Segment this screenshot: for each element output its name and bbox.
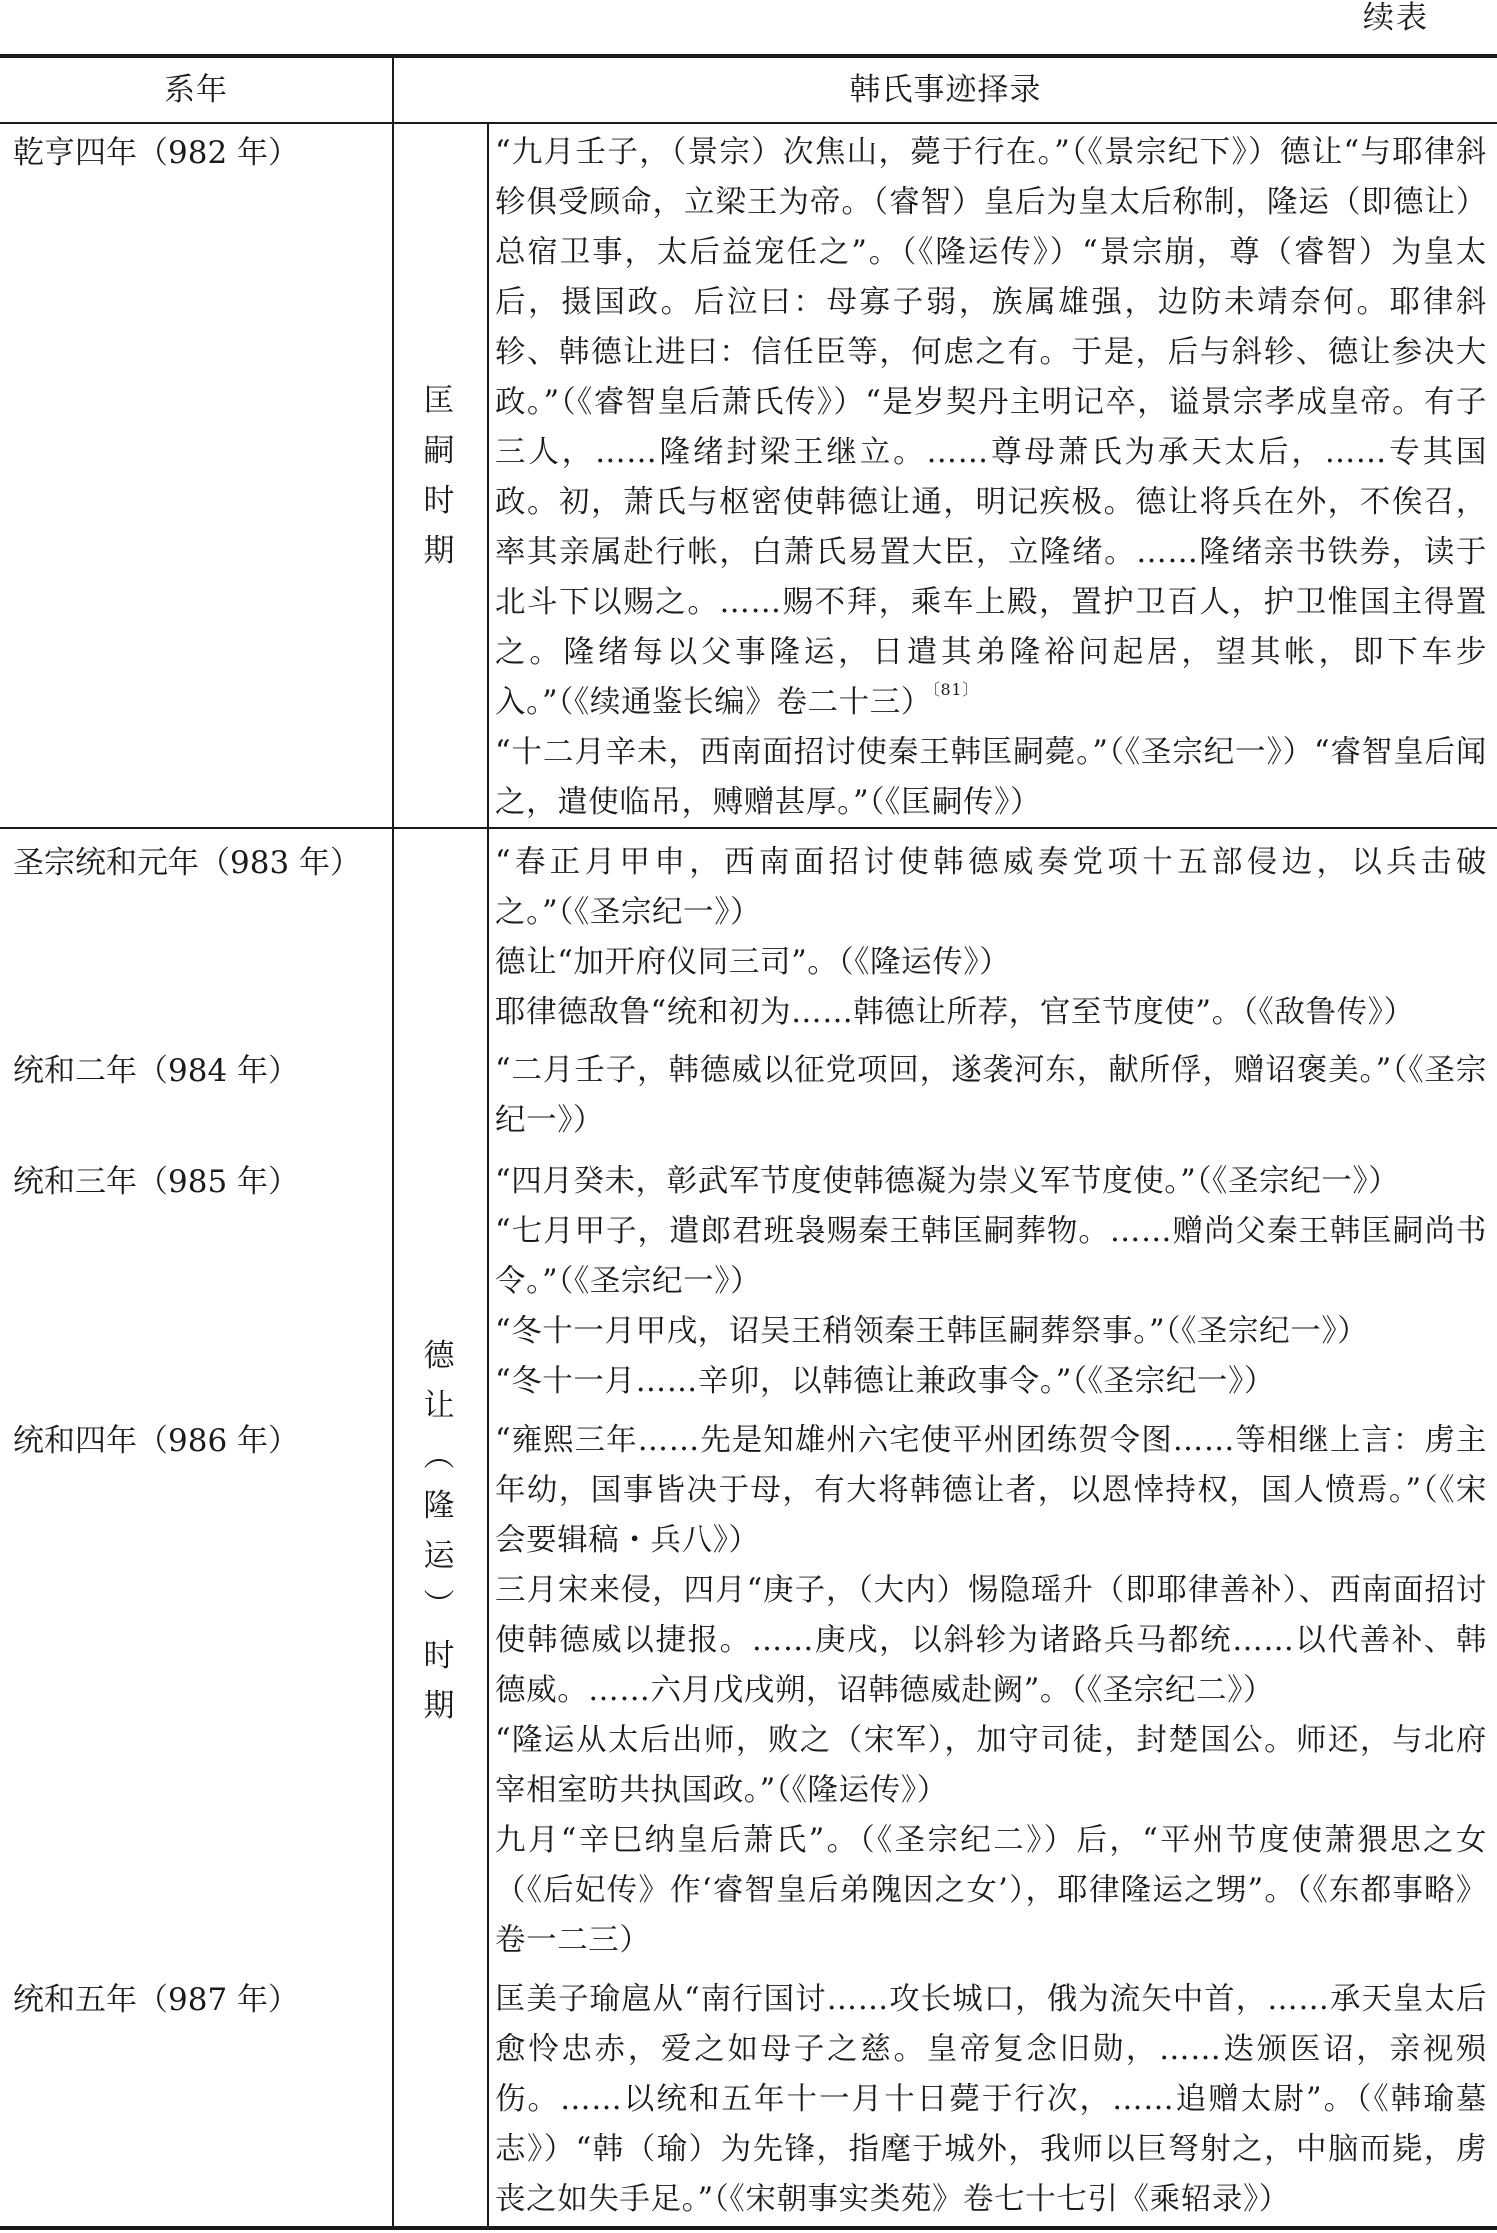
year-982: 乾亨四年（982 年） bbox=[13, 135, 300, 171]
record-986-c: “隆运从太后出师，败之（宋军），加守司徒，封楚国公。师还，与北府宰相室昉共执国政。”（《隆运传》） bbox=[495, 1723, 1487, 1808]
column-divider-year bbox=[392, 56, 394, 2228]
header-rule bbox=[0, 122, 1497, 124]
footnote-ref: 〔81〕 bbox=[931, 680, 979, 699]
record-983-c: 耶律德敌鲁“统和初为……韩德让所荐，官至节度使”。（《敌鲁传》） bbox=[495, 995, 1415, 1030]
year-983: 圣宗统和元年（983 年） bbox=[13, 845, 362, 881]
year-986: 统和四年（986 年） bbox=[13, 1423, 300, 1459]
record-985-a: “四月癸未，彰武军节度使韩德凝为崇义军节度使。”（《圣宗纪一》） bbox=[495, 1164, 1400, 1199]
record-982-a-text: “九月壬子，（景宗）次焦山，薨于行在。”（《景宗纪下》）德让“与耶律斜轸俱受顾命，立梁王为帝。（睿智）皇后为皇太后称制，隆运（即德让）总宿卫事，太后益宠任之”。（《隆运传》）“景宗崩，尊（睿智）为皇太后，摄国政。后泣曰：母寡子弱，族属雄强，边防未靖奈何。耶律斜轸、韩德让进曰：信任臣等，何虑之有。于是，后与斜轸、德让参决大政。”（《睿智皇后萧氏传》）“是岁契丹主明记卒，谥景宗孝成皇帝。有子三人，……隆绪封梁王继立。……尊母萧氏为承天太后，……专其国政。初，萧氏与枢密使韩德让通，明记疾极。德让将兵在外，不俟召，率其亲属赴行帐，白萧氏易置大臣，立隆绪。……隆绪亲书铁券，读于北斗下以赐之。……赐不拜，乘车上殿，置护卫百人，护卫惟国主得置之。隆绪每以父事隆运，日遣其弟隆裕问起居，望其帐，即下车步入。”（《续通鉴长编》卷二十三） bbox=[495, 135, 1487, 720]
record-987-a: 匡美子瑜扈从“南行国讨……攻长城口，俄为流矢中首，……承天皇太后愈怜忠赤，爱之如母子之慈。皇帝复念旧勋，……迭颁医诏，亲视殒伤。……以统和五年十一月十日薨于行次，……追赠太尉”。（《韩瑜墓志》）“韩（瑜）为先锋，指麾于城外，我师以巨弩射之，中脑而毙，虏丧之如失手足。”（《宋朝事实类苑》卷七十七引《乘轺录》） bbox=[495, 1982, 1487, 2217]
period-label-kuangsi: 匡 嗣 时 期 bbox=[423, 383, 455, 569]
continued-label: 续表 bbox=[1363, 0, 1429, 36]
record-983-b: 德让“加开府仪同三司”。（《隆运传》） bbox=[495, 945, 1011, 980]
record-985-c: “冬十一月甲戌，诏吴王稍领秦王韩匡嗣葬祭事。”（《圣宗纪一》） bbox=[495, 1314, 1369, 1349]
record-986-b: 三月宋来侵，四月“庚子，（大内）惕隐瑶升（即耶律善补）、西南面招讨使韩德威以捷报。……庚戌，以斜轸为诸路兵马都统……以代善补、韩德威。……六月戊戌朔，诏韩德威赴阙”。（《圣宗纪二》） bbox=[495, 1573, 1487, 1708]
column-divider-period bbox=[487, 122, 489, 2228]
record-983-a: “春正月甲申，西南面招讨使韩德威奏党项十五部侵边，以兵击破之。”（《圣宗纪一》） bbox=[495, 845, 1487, 930]
period-label-derang: 德 让 ︵ 隆 运 ︶ 时 期 bbox=[423, 1338, 455, 1724]
year-984: 统和二年（984 年） bbox=[13, 1053, 300, 1089]
table-bottom-rule bbox=[0, 2226, 1497, 2230]
record-982-b: “十二月辛未，西南面招讨使秦王韩匡嗣薨。”（《圣宗纪一》）“睿智皇后闻之，遣使临吊，赙赠甚厚。”（《匡嗣传》） bbox=[495, 735, 1487, 820]
record-986-d: 九月“辛巳纳皇后萧氏”。（《圣宗纪二》）后，“平州节度使萧猥思之女（《后妃传》作‘睿智皇后弟隗因之女’），耶律隆运之甥”。（《东都事略》卷一二三） bbox=[495, 1823, 1487, 1958]
year-985: 统和三年（985 年） bbox=[13, 1164, 300, 1200]
year-987: 统和五年（987 年） bbox=[13, 1982, 300, 2018]
header-records: 韩氏事迹择录 bbox=[849, 72, 1042, 108]
record-985-b: “七月甲子，遣郎君班袅赐秦王韩匡嗣葬物。……赠尚父秦王韩匡嗣尚书令。”（《圣宗纪一》） bbox=[495, 1214, 1487, 1299]
record-984-a: “二月壬子，韩德威以征党项回，遂袭河东，献所俘，赠诏褒美。”（《圣宗纪一》） bbox=[495, 1053, 1487, 1138]
record-985-d: “冬十一月……辛卯，以韩德让兼政事令。”（《圣宗纪一》） bbox=[495, 1364, 1275, 1399]
record-982-a bbox=[495, 128, 1487, 728]
header-year: 系年 bbox=[164, 72, 228, 108]
record-986-a: “雍熙三年……先是知雄州六宅使平州团练贺令图……等相继上言：虏主年幼，国事皆决于母，有大将韩德让者，以恩悻持权，国人愤焉。”（《宋会要辑稿・兵八》） bbox=[495, 1423, 1487, 1558]
